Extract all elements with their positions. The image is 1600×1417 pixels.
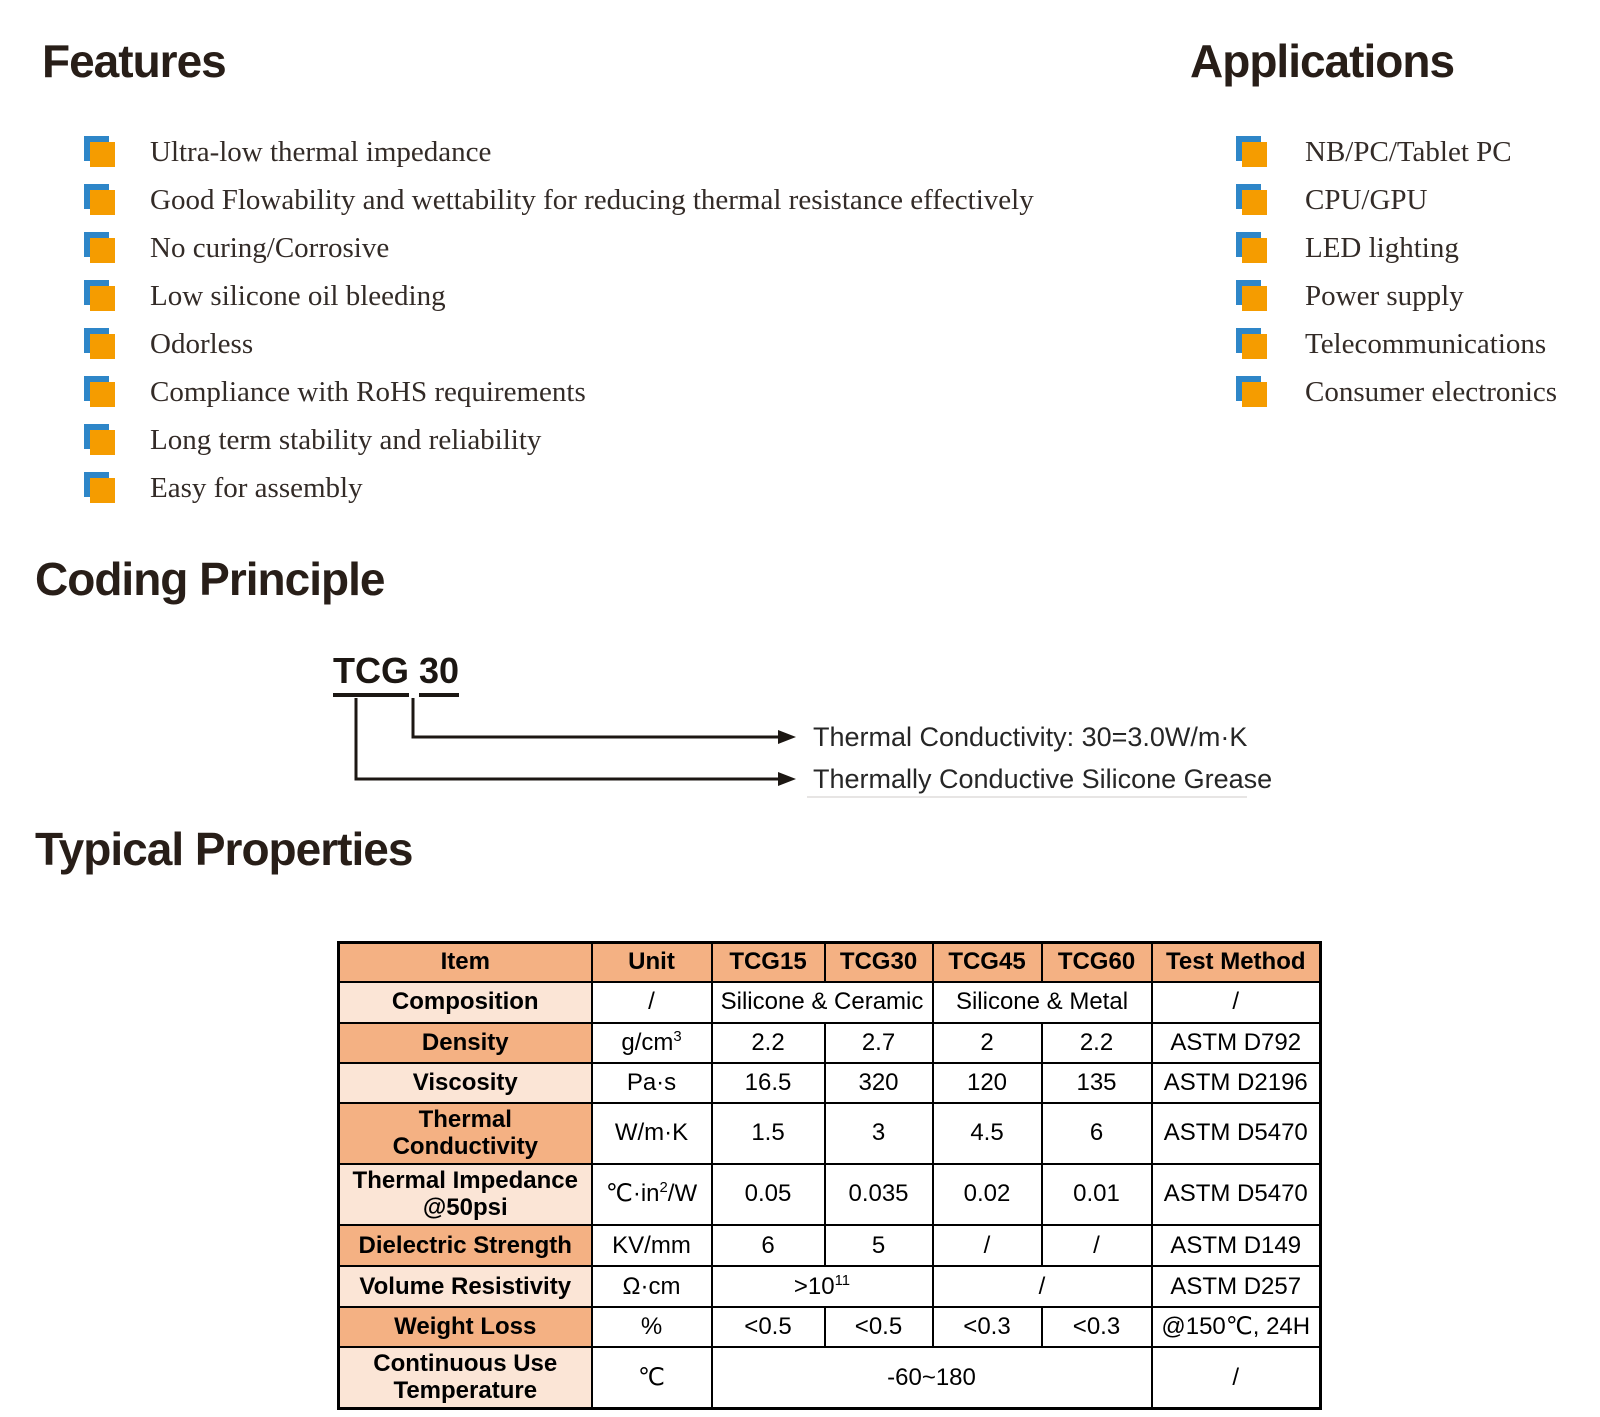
feature-item-label: Long term stability and reliability [150,424,542,456]
table-body [339,982,1321,1409]
code-suffix: 30 [419,650,459,697]
features-heading: Features [42,35,226,87]
value-cell: 2.2 [712,1023,825,1063]
application-item [1236,182,1557,230]
feature-item-label: Ultra-low thermal impedance [150,136,492,168]
value-cell: ASTM D5470 [1152,1164,1321,1225]
feature-item [84,278,1034,326]
bullet-icon [84,376,116,408]
value-cell: ASTM D2196 [1152,1063,1321,1103]
value-cell: % [592,1307,712,1347]
bullet-icon [1236,136,1268,168]
value-cell: ASTM D257 [1152,1266,1321,1307]
value-cell: ℃ [592,1347,712,1409]
value-cell: ASTM D792 [1152,1023,1321,1063]
feature-item [84,182,1034,230]
bullet-icon [84,232,116,264]
item-cell: Weight Loss [339,1307,592,1347]
application-item [1236,278,1557,326]
table-row [339,982,1321,1023]
bullet-icon [84,184,116,216]
features-list [84,134,1034,518]
bullet-icon [1236,376,1268,408]
feature-item-label: No curing/Corrosive [150,232,390,264]
table-row [339,1103,1321,1164]
column-header: TCG60 [1042,943,1152,982]
bullet-icon [84,328,116,360]
value-cell: 2.2 [1042,1023,1152,1063]
value-cell: 0.01 [1042,1164,1152,1225]
coding-diagram-lines [300,690,820,802]
value-cell: 1.5 [712,1103,825,1164]
item-cell: Viscosity [339,1063,592,1103]
feature-item [84,374,1034,422]
value-cell: Pa·s [592,1063,712,1103]
column-header: TCG45 [933,943,1042,982]
feature-item [84,134,1034,182]
annotation-thermal-conductivity: Thermal Conductivity: 30=3.0W/m·K [813,722,1248,752]
value-cell: 320 [825,1063,933,1103]
column-header: TCG30 [825,943,933,982]
value-cell: / [1152,1347,1321,1409]
value-cell: 4.5 [933,1103,1042,1164]
column-header: Unit [592,943,712,982]
application-item-label: CPU/GPU [1305,184,1428,216]
value-cell: ASTM D5470 [1152,1103,1321,1164]
feature-item [84,326,1034,374]
bullet-icon [1236,328,1268,360]
application-item [1236,230,1557,278]
feature-item-label: Low silicone oil bleeding [150,280,446,312]
typical-properties-heading: Typical Properties [35,823,413,875]
feature-item [84,470,1034,518]
value-cell: Ω·cm [592,1266,712,1307]
bullet-icon [84,136,116,168]
item-cell: Dielectric Strength [339,1225,592,1266]
value-cell: 0.05 [712,1164,825,1225]
feature-item-label: Easy for assembly [150,472,363,504]
value-cell: / [1152,982,1321,1023]
value-cell: / [933,1266,1152,1307]
value-cell: W/m·K [592,1103,712,1164]
applications-heading: Applications [1190,35,1455,87]
value-cell: 0.02 [933,1164,1042,1225]
application-item-label: Consumer electronics [1305,376,1558,408]
value-cell: $℃\cdot in^2/W$ [592,1164,712,1225]
divider-line [807,796,1247,798]
item-cell: Continuous Use Temperature [339,1347,592,1409]
application-item-label: NB/PC/Tablet PC [1305,136,1512,168]
feature-item [84,230,1034,278]
table-row [339,1266,1321,1307]
bullet-icon [1236,280,1268,312]
value-cell: $>10^{11}$ [712,1266,933,1307]
value-cell: / [592,982,712,1023]
application-item-label: LED lighting [1305,232,1459,264]
value-cell: 135 [1042,1063,1152,1103]
value-cell: <0.5 [825,1307,933,1347]
feature-item [84,422,1034,470]
table-row [339,1347,1321,1409]
table-row [339,1063,1321,1103]
applications-list [1236,134,1557,422]
table-row [339,1164,1321,1225]
bullet-icon [1236,184,1268,216]
value-cell: Silicone & Ceramic [712,982,933,1023]
value-cell: 0.035 [825,1164,933,1225]
value-cell: 120 [933,1063,1042,1103]
value-cell: $g/cm^3$ [592,1023,712,1063]
value-cell: 3 [825,1103,933,1164]
feature-item-label: Compliance with RoHS requirements [150,376,586,408]
coding-principle-heading: Coding Principle [35,553,385,605]
bullet-icon [1236,232,1268,264]
application-item [1236,134,1557,182]
value-cell: @150℃, 24H [1152,1307,1321,1347]
column-header: Test Method [1152,943,1321,982]
value-cell: ASTM D149 [1152,1225,1321,1266]
value-cell: -60~180 [712,1347,1152,1409]
application-item [1236,374,1557,422]
table-header-row [339,943,1321,982]
column-header: Item [339,943,592,982]
bullet-icon [84,424,116,456]
feature-item-label: Good Flowability and wettability for reducing thermal resistance effectively [150,184,1034,216]
value-cell: 6 [712,1225,825,1266]
item-cell: Density [339,1023,592,1063]
item-cell: Thermal Impedance @50psi [339,1164,592,1225]
value-cell: / [1042,1225,1152,1266]
item-cell: Thermal Conductivity [339,1103,592,1164]
value-cell: <0.5 [712,1307,825,1347]
application-item [1236,326,1557,374]
value-cell: KV/mm [592,1225,712,1266]
column-header: TCG15 [712,943,825,982]
value-cell: 16.5 [712,1063,825,1103]
feature-item-label: Odorless [150,328,254,360]
annotation-product-type: Thermally Conductive Silicone Grease [813,764,1273,794]
typical-properties-table [337,941,1322,1410]
table-header-row [339,943,1321,982]
value-cell: 2.7 [825,1023,933,1063]
table-row [339,1307,1321,1347]
value-cell: 6 [1042,1103,1152,1164]
application-item-label: Telecommunications [1305,328,1547,360]
item-cell: Volume Resistivity [339,1266,592,1307]
value-cell: <0.3 [1042,1307,1152,1347]
value-cell: / [933,1225,1042,1266]
code-prefix: TCG [333,650,409,697]
value-cell: <0.3 [933,1307,1042,1347]
value-cell: 5 [825,1225,933,1266]
bullet-icon [84,472,116,504]
value-cell: 2 [933,1023,1042,1063]
item-cell: Composition [339,982,592,1023]
value-cell: Silicone & Metal [933,982,1152,1023]
bullet-icon [84,280,116,312]
table-row [339,1225,1321,1266]
table-row [339,1023,1321,1063]
application-item-label: Power supply [1305,280,1464,312]
